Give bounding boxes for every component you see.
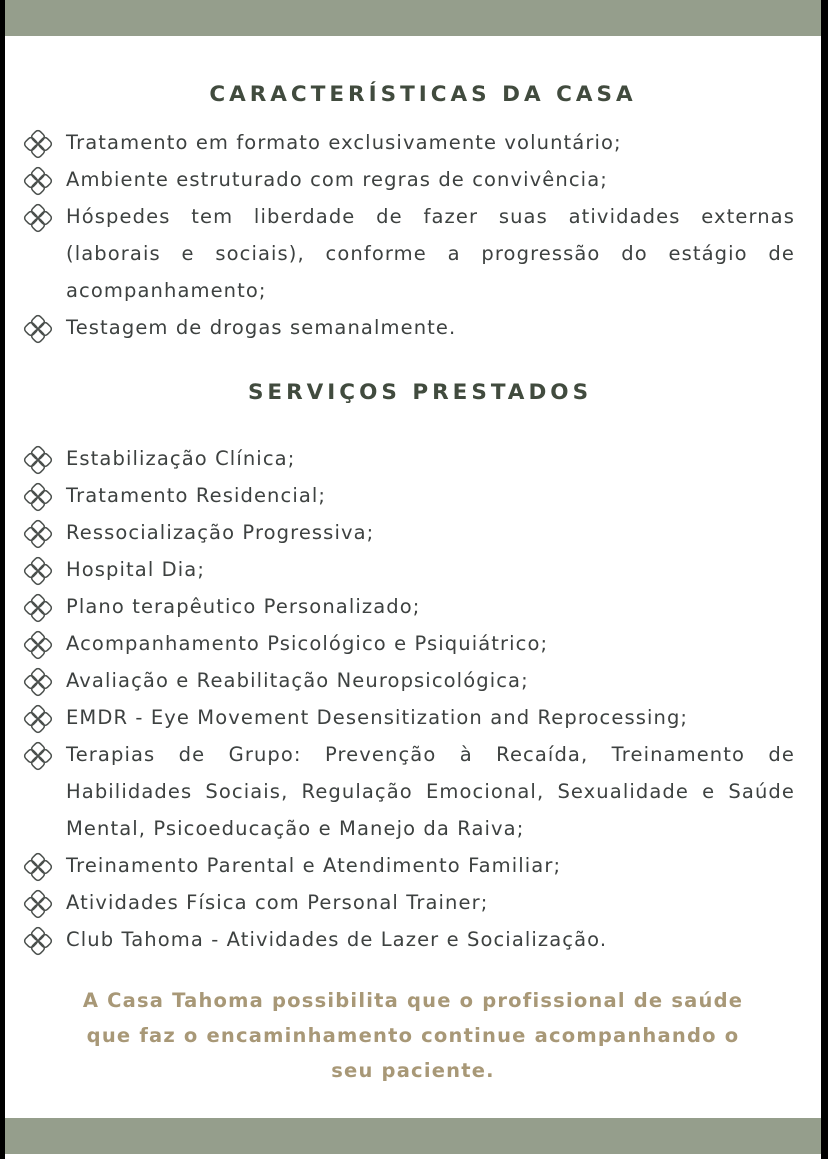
footer-line: seu paciente.: [331, 1059, 495, 1082]
list-item-text: Club Tahoma - Atividades de Lazer e Socialização.: [66, 928, 608, 951]
footer-note: [5, 983, 821, 1088]
knot-bullet-icon: [22, 592, 54, 624]
list-item: [5, 124, 821, 161]
list-item-text: Tratamento em formato exclusivamente voluntário;: [66, 131, 622, 154]
footer-line: A Casa Tahoma possibilita que o profissional de saúde: [82, 989, 744, 1012]
list-item-text: Atividades Física com Personal Trainer;: [66, 891, 489, 914]
knot-bullet-icon: [22, 629, 54, 661]
list-item: [5, 699, 821, 736]
list-item: [5, 309, 821, 346]
list-item-text: Treinamento Parental e Atendimento Familiar;: [66, 854, 562, 877]
list-item-text: Hospital Dia;: [66, 558, 206, 581]
document-page: [5, 0, 821, 1159]
list-item-text: Testagem de drogas semanalmente.: [66, 316, 457, 339]
knot-bullet-icon: [22, 313, 54, 345]
list-item: [5, 736, 821, 847]
list-item-text: Avaliação e Reabilitação Neuropsicológica;: [66, 669, 529, 692]
list-item: [5, 884, 821, 921]
knot-bullet-icon: [22, 740, 54, 772]
list-item-text: Ressocialização Progressiva;: [66, 521, 375, 544]
knot-bullet-icon: [22, 202, 54, 234]
list-item-text: Acompanhamento Psicológico e Psiquiátrico;: [66, 632, 549, 655]
section-title-servicos: SERVIÇOS PRESTADOS: [247, 380, 593, 405]
list-item-text: Ambiente estruturado com regras de convivência;: [66, 168, 608, 191]
knot-bullet-icon: [22, 851, 54, 883]
list-item-text: EMDR - Eye Movement Desensitization and Reprocessing;: [66, 706, 689, 729]
list-item: [5, 551, 821, 588]
servicos-list: [5, 440, 821, 958]
knot-bullet-icon: [22, 518, 54, 550]
knot-bullet-icon: [22, 888, 54, 920]
knot-bullet-icon: [22, 555, 54, 587]
caracteristicas-list: [5, 124, 821, 346]
knot-bullet-icon: [22, 444, 54, 476]
knot-bullet-icon: [22, 165, 54, 197]
list-item: [5, 588, 821, 625]
list-item: [5, 921, 821, 958]
list-item-text: Estabilização Clínica;: [66, 447, 296, 470]
top-color-band: [5, 0, 821, 36]
footer-line: que faz o encaminhamento continue acompanhando o: [86, 1024, 740, 1047]
list-item: [5, 625, 821, 662]
list-item-text: Terapias de Grupo: Prevenção à Recaída, Treinamento de Habilidades Sociais, Regulação Emocional, Sexualidade e Saúde Mental, Psicoeducação e Manejo da Raiva;: [66, 743, 795, 840]
knot-bullet-icon: [22, 703, 54, 735]
knot-bullet-icon: [22, 128, 54, 160]
list-item: [5, 477, 821, 514]
list-item: [5, 662, 821, 699]
knot-bullet-icon: [22, 666, 54, 698]
list-item-text: Plano terapêutico Personalizado;: [66, 595, 421, 618]
knot-bullet-icon: [22, 925, 54, 957]
knot-bullet-icon: [22, 481, 54, 513]
list-item: [5, 440, 821, 477]
bottom-color-band: [5, 1118, 821, 1154]
list-item-text: Hóspedes tem liberdade de fazer suas atividades externas (laborais e sociais), conforme a progressão do estágio de acompanhamento;: [66, 205, 795, 302]
list-item: [5, 198, 821, 309]
list-item: [5, 847, 821, 884]
section-title-caracteristicas: CARACTERÍSTICAS DA CASA: [209, 82, 637, 107]
list-item-text: Tratamento Residencial;: [66, 484, 327, 507]
list-item: [5, 161, 821, 198]
list-item: [5, 514, 821, 551]
